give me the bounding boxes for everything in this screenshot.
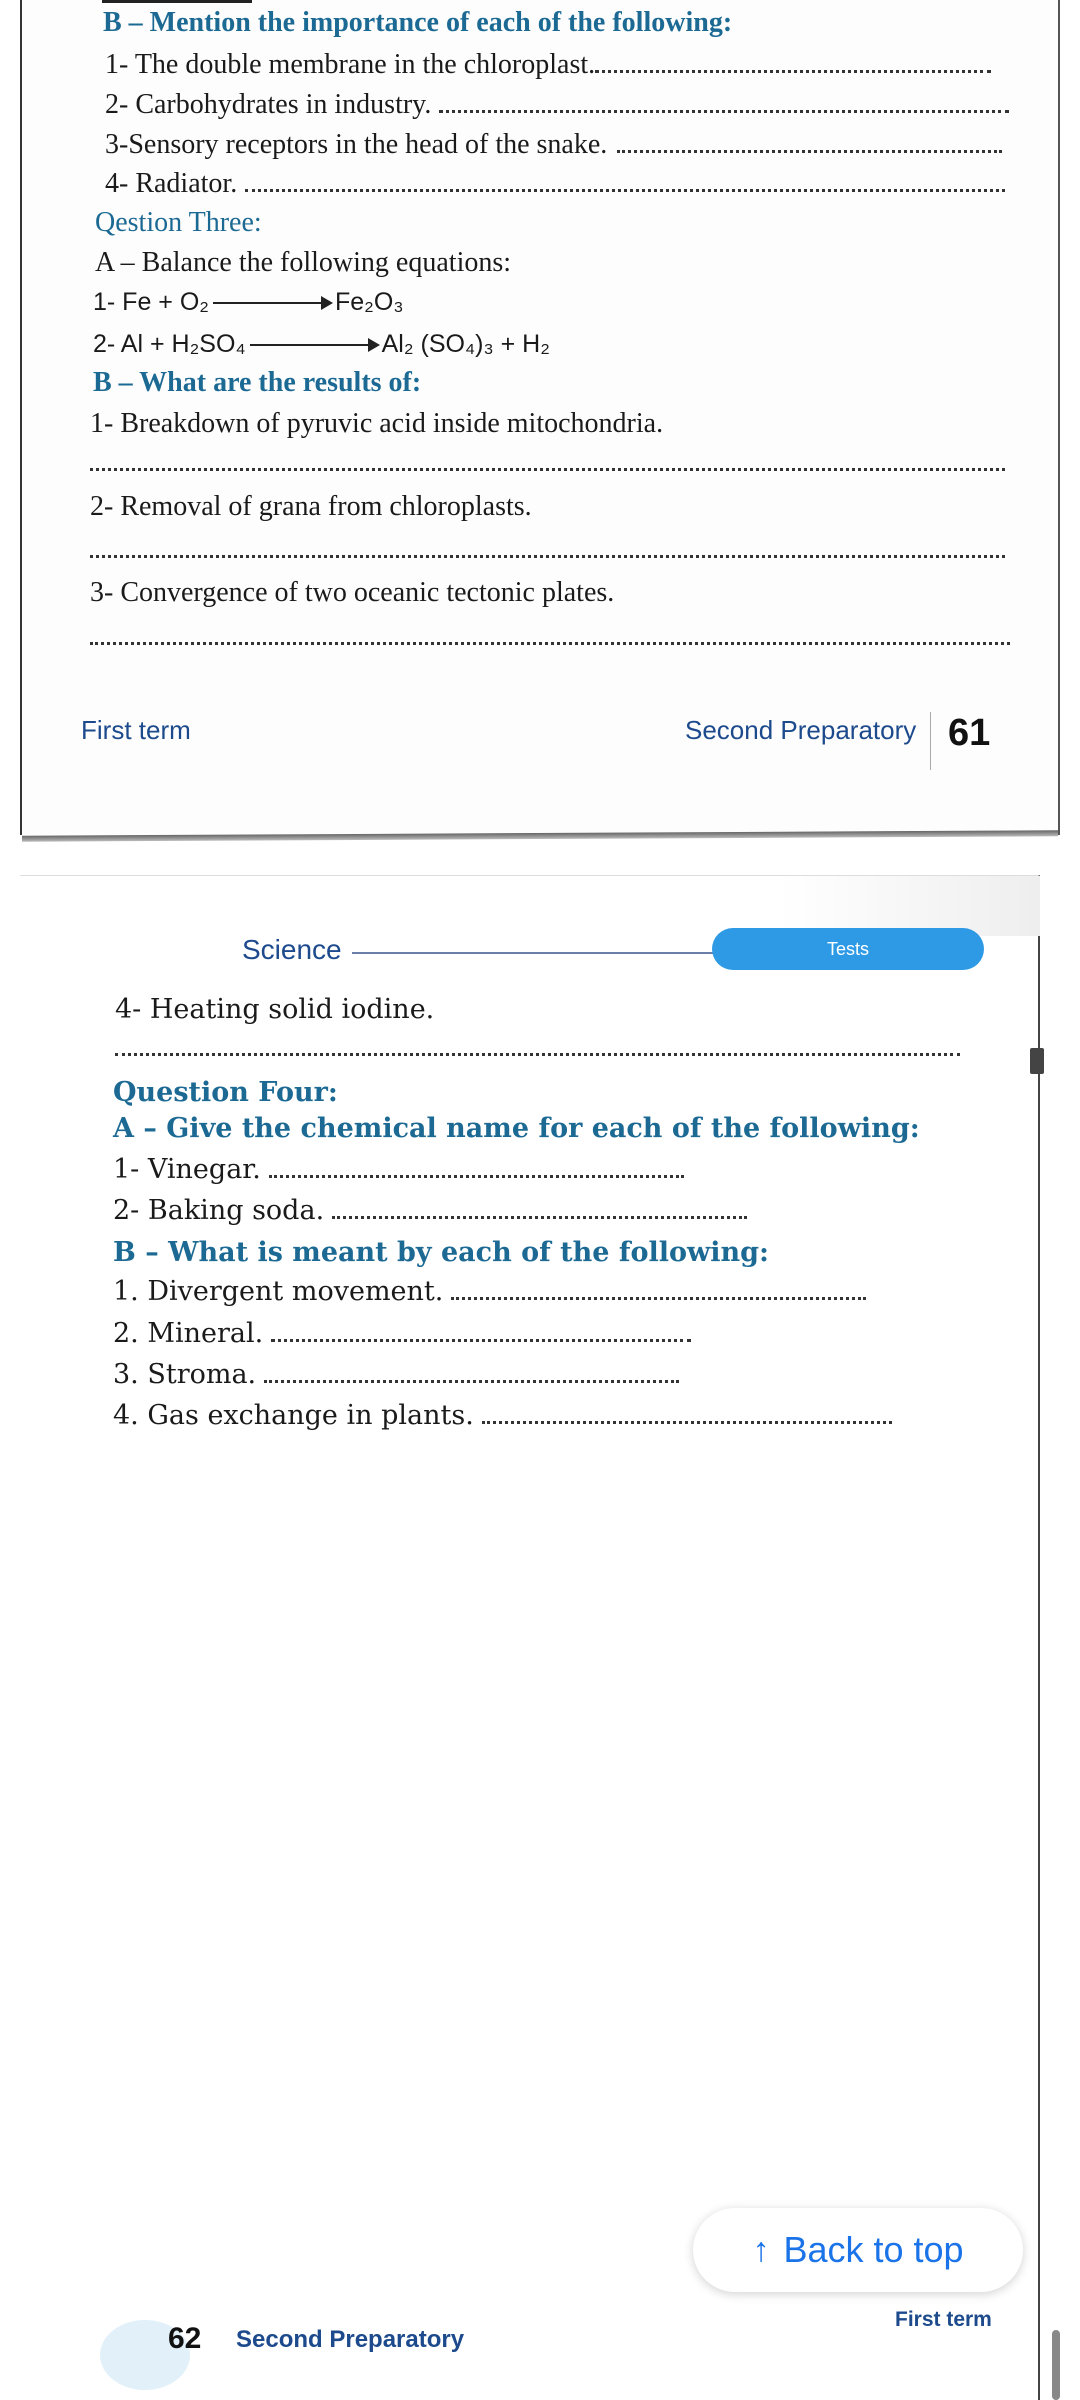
chem-item-1-text: 1- Vinegar. <box>113 1154 261 1185</box>
result-item-3: 3- Convergence of two oceanic tectonic plates. <box>90 577 615 608</box>
reaction-arrow-icon <box>250 344 378 346</box>
importance-item-4-text: 4- Radiator. <box>105 168 238 199</box>
chem-item-2 <box>113 1194 747 1228</box>
answer-dots <box>439 95 1009 113</box>
answer-dots <box>264 1365 679 1383</box>
meaning-item-3-text: 3. Stroma. <box>113 1359 257 1390</box>
equation-2-products: Al₂ (SO₄)₃ + H₂ <box>381 330 550 358</box>
top-rule <box>102 0 252 3</box>
back-to-top-button[interactable] <box>693 2208 1023 2292</box>
question-three-title: Qestion Three: <box>95 207 262 238</box>
equation-1 <box>93 286 404 318</box>
chem-item-2-text: 2- Baking soda. <box>113 1195 325 1226</box>
meaning-item-4 <box>113 1399 892 1433</box>
page-number-62: 62 <box>168 2322 202 2355</box>
arrow-up-icon: ↑ <box>752 2230 770 2269</box>
footer-term: First term <box>81 715 191 745</box>
back-to-top-label: Back to top <box>783 2229 964 2270</box>
importance-item-3-text: 3-Sensory receptors in the head of the snake. <box>105 129 608 160</box>
answer-dots <box>595 55 991 73</box>
meaning-item-1 <box>113 1275 866 1309</box>
answer-line <box>90 468 1005 471</box>
equation-1-reactants: 1- Fe + O₂ <box>93 288 209 316</box>
part-a-heading: A – Balance the following equations: <box>95 247 512 278</box>
meaning-item-1-text: 1. Divergent movement. <box>113 1276 444 1307</box>
importance-item-1 <box>105 48 991 82</box>
footer-grade: Second Preparatory <box>685 715 917 745</box>
importance-item-1-text: 1- The double membrane in the chloroplast. <box>105 49 596 80</box>
equation-2 <box>93 328 550 360</box>
answer-dots <box>451 1282 866 1300</box>
footer-divider <box>930 712 931 770</box>
answer-dots <box>332 1201 747 1219</box>
page-corner-band <box>780 876 1040 936</box>
importance-item-2 <box>105 88 1009 122</box>
chem-item-1 <box>113 1153 684 1187</box>
meaning-item-2-text: 2. Mineral. <box>113 1318 264 1349</box>
answer-line <box>90 555 1005 558</box>
footer-grade: Second Preparatory <box>236 2326 465 2353</box>
result-item-1: 1- Breakdown of pyruvic acid inside mitochondria. <box>90 408 664 439</box>
part-b-heading: B – What are the results of: <box>93 367 422 398</box>
importance-item-2-text: 2- Carbohydrates in industry. <box>105 89 432 120</box>
answer-dots <box>271 1324 691 1342</box>
scrollbar-thumb[interactable] <box>1052 2330 1060 2400</box>
header-rule <box>352 952 722 954</box>
answer-dots <box>617 135 1002 153</box>
answer-dots <box>482 1406 892 1424</box>
answer-dots <box>245 174 1005 192</box>
importance-item-4 <box>105 167 1005 201</box>
answer-dots <box>269 1160 684 1178</box>
reaction-arrow-icon <box>213 302 331 304</box>
page-edge-shadow <box>22 830 1058 841</box>
page-edge-tab <box>1030 1048 1044 1074</box>
footer-term: First term <box>895 2308 992 2331</box>
result-item-2: 2- Removal of grana from chloroplasts. <box>90 491 532 522</box>
subject-label: Science <box>242 934 342 965</box>
result-item-4: 4- Heating solid iodine. <box>115 994 435 1025</box>
equation-1-products: Fe₂O₃ <box>335 288 404 316</box>
tests-badge: Tests <box>712 928 984 970</box>
meaning-item-3 <box>113 1358 679 1392</box>
answer-line <box>115 1053 960 1056</box>
equation-2-reactants: 2- Al + H₂SO₄ <box>93 330 246 358</box>
chem-name-heading: A – Give the chemical name for each of the following: <box>113 1113 920 1144</box>
importance-item-3 <box>105 128 1002 162</box>
page-number-61: 61 <box>948 712 991 754</box>
meaning-item-2 <box>113 1317 691 1351</box>
section-b-heading: B – Mention the importance of each of the following: <box>103 7 733 38</box>
meaning-item-4-text: 4. Gas exchange in plants. <box>113 1400 474 1431</box>
meaning-heading: B – What is meant by each of the following: <box>113 1237 769 1268</box>
answer-line <box>90 642 1010 645</box>
question-four-title: Question Four: <box>113 1077 338 1108</box>
